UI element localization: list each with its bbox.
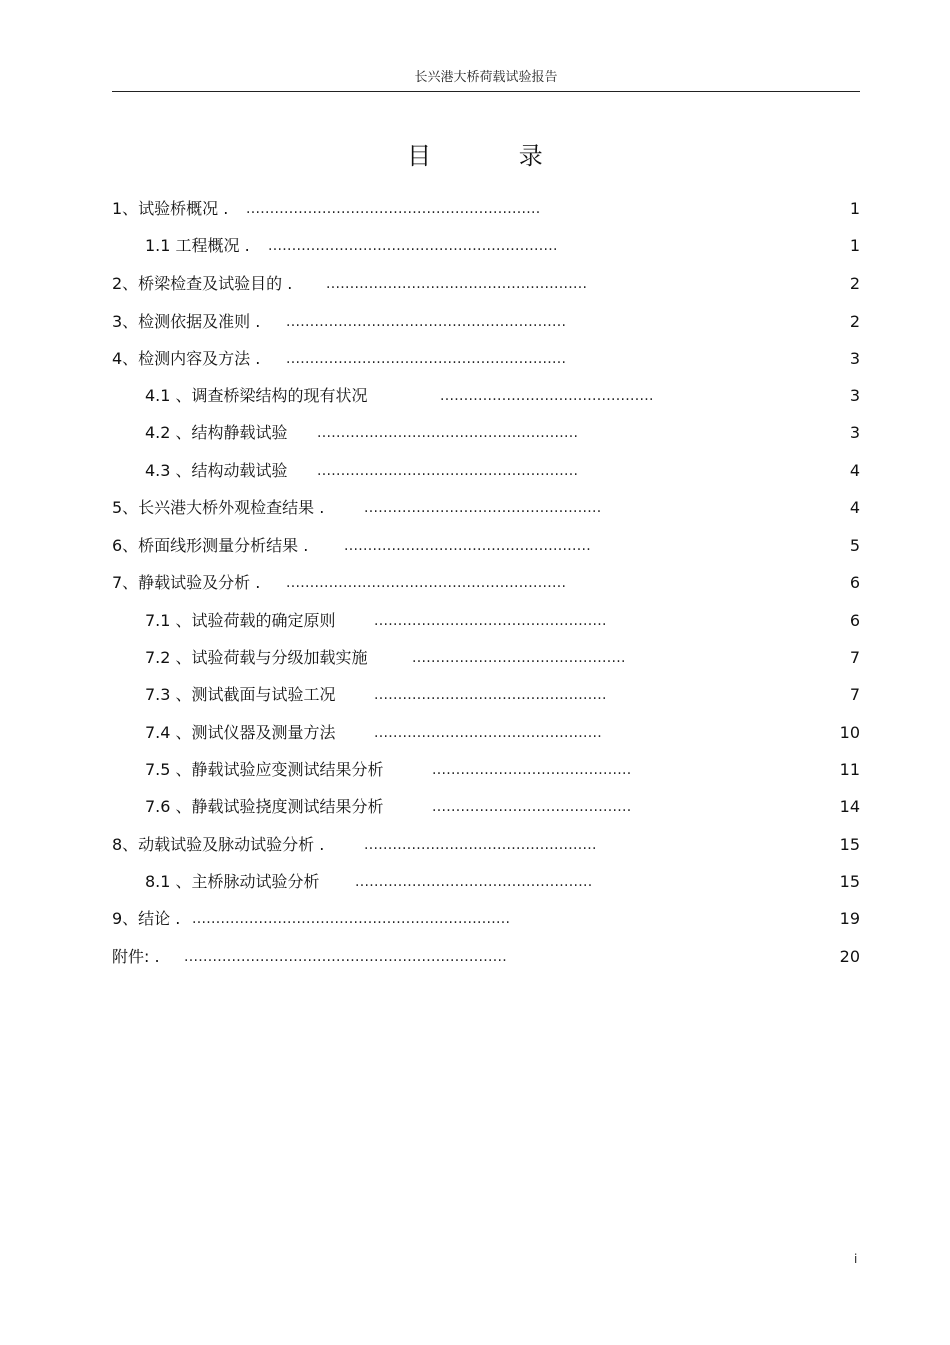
toc-entry-page: 15 [839, 835, 860, 854]
toc-entry-leader-dots: .................................................... [344, 538, 592, 554]
toc-entry-leader-dots: ........................................................... [286, 351, 567, 367]
toc-entry-leader-dots: ................................................................... [192, 911, 511, 927]
toc-entry-label: 8、动载试验及脉动试验分析 . [112, 835, 325, 854]
toc-entry[interactable] [112, 458, 860, 484]
toc-entry-label: 7.1 、试验荷载的确定原则 [145, 611, 336, 630]
toc-entry[interactable] [112, 869, 860, 895]
toc-entry-label: 3、检测依据及准则 . [112, 312, 261, 331]
toc-entry[interactable] [112, 309, 860, 335]
toc-entry-page: 3 [849, 423, 860, 442]
toc-entry-page: 3 [849, 349, 860, 368]
toc-entry-label: 7.3 、测试截面与试验工况 [145, 685, 336, 704]
toc-entry-label: 9、结论 . [112, 909, 181, 928]
toc-entry-leader-dots: .......................................... [432, 799, 632, 815]
toc-entry[interactable] [112, 645, 860, 671]
toc-entry-page: 2 [849, 312, 860, 331]
toc-entry-leader-dots: ........................................................... [286, 314, 567, 330]
toc-entry-label: 5、长兴港大桥外观检查结果 . [112, 498, 325, 517]
header-rule [112, 91, 860, 92]
toc-entry-page: 19 [839, 909, 860, 928]
toc-entry[interactable] [112, 682, 860, 708]
toc-entry-leader-dots: ............................................................. [268, 238, 558, 254]
toc-entry-label: 附件: . [112, 947, 160, 966]
toc-entry[interactable] [112, 944, 860, 970]
toc-entry-label: 1.1 工程概况 . [145, 236, 250, 255]
toc-entry-leader-dots: ....................................................... [317, 463, 579, 479]
toc-title: 目 录 [407, 142, 583, 170]
toc-entry-label: 6、桥面线形测量分析结果 . [112, 536, 309, 555]
toc-entry-leader-dots: ........................................................... [286, 575, 567, 591]
toc-entry-leader-dots: ................................................. [364, 837, 597, 853]
toc-entry-leader-dots: .................................................................... [184, 949, 508, 965]
toc-entry[interactable] [112, 495, 860, 521]
toc-entry-page: 5 [849, 536, 860, 555]
toc-entry-label: 1、试验桥概况 . [112, 199, 229, 218]
toc-entry[interactable] [112, 608, 860, 634]
toc-entry[interactable] [112, 346, 860, 372]
toc-entry-leader-dots: ................................................. [374, 687, 607, 703]
toc-entry-page: 7 [849, 685, 860, 704]
toc-entry-page: 10 [839, 723, 860, 742]
toc-entry-label: 7.6 、静载试验挠度测试结果分析 [145, 797, 384, 816]
toc-entry[interactable] [112, 720, 860, 746]
toc-entry[interactable] [112, 832, 860, 858]
toc-entry-page: 3 [849, 386, 860, 405]
toc-entry-label: 4.1 、调查桥梁结构的现有状况 [145, 386, 368, 405]
toc-entry-page: 7 [849, 648, 860, 667]
page-number: i [854, 1252, 858, 1266]
toc-entry-leader-dots: ............................................. [440, 388, 654, 404]
toc-entry-page: 14 [839, 797, 860, 816]
running-header: 长兴港大桥荷载试验报告 [414, 70, 558, 85]
toc-entry-page: 15 [839, 872, 860, 891]
toc-entry-label: 7、静载试验及分析 . [112, 573, 261, 592]
toc-entry-page: 20 [839, 947, 860, 966]
toc-entry-leader-dots: .......................................... [432, 762, 632, 778]
toc-entry[interactable] [112, 383, 860, 409]
toc-entry-leader-dots: ....................................................... [317, 425, 579, 441]
toc-entry-leader-dots: .................................................. [364, 500, 602, 516]
toc-entry-page: 6 [849, 573, 860, 592]
toc-entry-page: 4 [849, 461, 860, 480]
toc-entry-label: 4、检测内容及方法 . [112, 349, 261, 368]
toc-entry[interactable] [112, 533, 860, 559]
toc-entry-leader-dots: ................................................ [374, 725, 603, 741]
toc-entry-page: 4 [849, 498, 860, 517]
toc-entry-label: 7.5 、静载试验应变测试结果分析 [145, 760, 384, 779]
toc-entry-label: 4.2 、结构静载试验 [145, 423, 288, 442]
toc-entry[interactable] [112, 233, 860, 259]
toc-entry[interactable] [112, 570, 860, 596]
toc-entry-page: 6 [849, 611, 860, 630]
toc-entry-leader-dots: ................................................. [374, 613, 607, 629]
toc-entry[interactable] [112, 420, 860, 446]
toc-entry[interactable] [112, 906, 860, 932]
toc-entry-page: 2 [849, 274, 860, 293]
toc-entry-leader-dots: .............................................................. [246, 201, 541, 217]
toc-entry-label: 7.2 、试验荷载与分级加载实施 [145, 648, 368, 667]
toc-entry-label: 2、桥梁检查及试验目的 . [112, 274, 293, 293]
toc-entry-page: 1 [849, 236, 860, 255]
toc-entry[interactable] [112, 196, 860, 222]
toc-entry[interactable] [112, 271, 860, 297]
toc-entry-leader-dots: ............................................. [412, 650, 626, 666]
toc-entry-label: 4.3 、结构动载试验 [145, 461, 288, 480]
toc-entry[interactable] [112, 794, 860, 820]
toc-entry-leader-dots: .................................................. [355, 874, 593, 890]
toc-entry-label: 7.4 、测试仪器及测量方法 [145, 723, 336, 742]
toc-entry-label: 8.1 、主桥脉动试验分析 [145, 872, 320, 891]
toc-entry-page: 11 [839, 760, 860, 779]
toc-entry-page: 1 [849, 199, 860, 218]
toc-entry-leader-dots: ....................................................... [326, 276, 588, 292]
toc-entry[interactable] [112, 757, 860, 783]
